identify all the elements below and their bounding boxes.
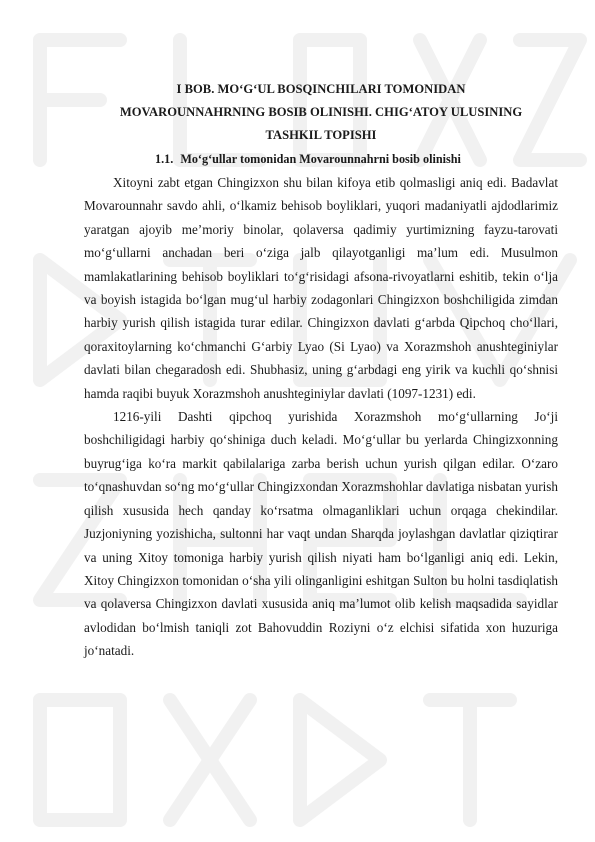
- paragraph: Xitoyni zabt etgan Chingizxon shu bilan kifoya etib qolmasligi aniq edi. Badavlat Movarounnahr savdo ahli, o‘lkamiz behisob boyliklari, yuqori madaniyatli ajdodlarimiz yaratgan ajoyib me’moriy binolar, qolaversa qadimiy yurtimizning fayzu-tarovati mo‘g‘ullarni anchadan beri o‘ziga jalb qilayotganligi ma’lum edi. Musulmon mamlakatlarining behisob boyliklari to‘g‘risidagi afsona-rivoyatlarni eshitib, tekin o‘lja va boyish istagida bo‘lgan mug‘ul harbiy zodagonlari Chingizxon boshchiligida zimdan harbiy yurish qilish istagida turar edilar. Chingizxon davlati g‘arbda Qipchoq cho‘llari, qoraxitoylarning ko‘chmanchi G‘arbiy Lyao (Si Lyao) va Xorazmshoh anushteginiylar davlati bilan chegaradosh edi. Shubhasiz, uning g‘arbdagi eng yirik va kuchli qo‘shnisi hamda raqibi buyuk Xorazmshoh anushteginiylar davlati (1097-1231) edi.: [84, 175, 558, 401]
- chapter-title-line-3: TASHKIL TOPISHI: [265, 128, 377, 142]
- document-body: [84, 78, 558, 663]
- section-title: Mo‘g‘ullar tomonidan Movarounnahrni bosib olinishi: [180, 152, 461, 166]
- section-heading: [84, 147, 558, 171]
- chapter-title-line-1: I BOB. MO‘G‘UL BOSQINCHILARI TOMONIDAN: [176, 82, 466, 96]
- paragraph: 1216-yili Dashti qipchoq yurishida Xorazmshoh mo‘g‘ullarning Jo‘ji boshchiligidagi harbiy qo‘shiniga duch keladi. Mo‘g‘ullar bu yerlarda Chingizxonning buyrug‘iga ko‘ra markit qabilalariga zarba berish uchun yurish qilgan edilar. O‘zaro to‘qnashuvdan so‘ng mo‘g‘ullar Chingizxondan Xorazmshohlar davlatiga nisbatan yurish qilish xususida hech qanday ko‘rsatma olmaganliklari uchun orqaga chekindilar. Juzjoniyning yozishicha, sultonni har vaqt undan Sharqda joylashgan davlatlar qiziqtirar va uning Xitoy tomoniga harbiy yurish qilish niyati ham bo‘lganligi aniq edi. Lekin, Xitoy Chingizxon tomonidan o‘sha yili olinganligini eshitgan Sulton bu holni tasdiqlatish va qolaversa Chingizxon davlati xususida aniq ma’lumot olib kelish maqsadida sayidlar avlodidan bo‘lmish taniqli zot Bahovuddin Roziyni o‘z elchisi sifatida xon huzuriga jo‘natadi.: [84, 409, 558, 659]
- chapter-title-line-2: MOVAROUNNAHRNING BOSIB OLINISHI. CHIG‘ATOY ULUSINING: [119, 105, 523, 119]
- section-number: 1.1.: [155, 152, 174, 166]
